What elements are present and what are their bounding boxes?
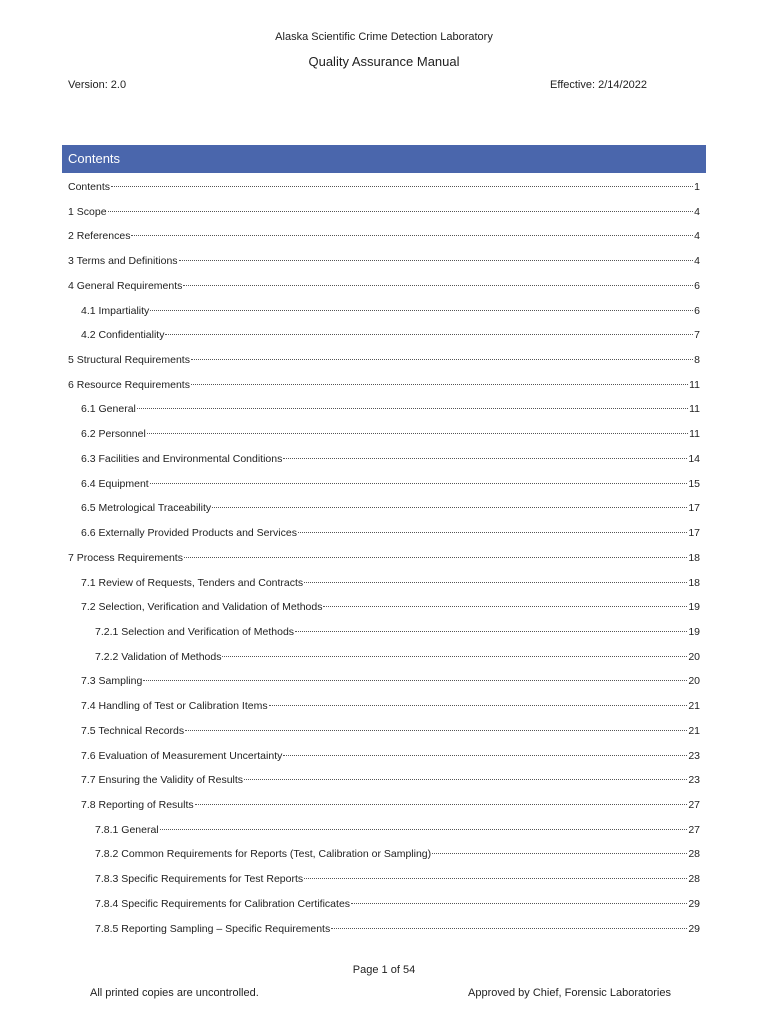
toc-dot-leader xyxy=(147,433,688,434)
toc-entry-page: 4 xyxy=(694,255,700,268)
toc-entry-label: 3 Terms and Definitions xyxy=(68,255,178,268)
toc-entry-page: 28 xyxy=(688,873,700,886)
toc-dot-leader xyxy=(131,235,693,236)
toc-entry-page: 23 xyxy=(688,749,700,762)
toc-entry[interactable] xyxy=(68,571,700,596)
toc-dot-leader xyxy=(111,186,693,187)
toc-entry[interactable] xyxy=(68,719,700,744)
toc-entry-label: 7.8.3 Specific Requirements for Test Reports xyxy=(95,873,304,886)
toc-entry[interactable] xyxy=(68,175,700,200)
contents-heading: Contents xyxy=(62,145,706,173)
toc-entry-label: 7.2 Selection, Verification and Validation of Methods xyxy=(81,601,323,614)
toc-dot-leader xyxy=(244,779,687,780)
toc-entry-page: 23 xyxy=(688,774,700,787)
toc-entry-label: 1 Scope xyxy=(68,205,107,218)
toc-entry[interactable] xyxy=(68,694,700,719)
toc-entry-page: 14 xyxy=(688,452,700,465)
toc-dot-leader xyxy=(108,211,694,212)
toc-dot-leader xyxy=(351,903,687,904)
toc-entry[interactable] xyxy=(68,892,700,917)
toc-dot-leader xyxy=(184,557,687,558)
toc-entry-label: 7.8 Reporting of Results xyxy=(81,798,194,811)
toc-dot-leader xyxy=(137,408,688,409)
page-number: Page 1 of 54 xyxy=(352,964,416,976)
toc-dot-leader xyxy=(269,705,688,706)
toc-entry[interactable] xyxy=(68,645,700,670)
toc-dot-leader xyxy=(331,928,687,929)
toc-entry-label: 5 Structural Requirements xyxy=(68,354,190,367)
toc-entry-page: 29 xyxy=(688,897,700,910)
toc-entry-label: 7.8.5 Reporting Sampling – Specific Requirements xyxy=(95,922,331,935)
toc-dot-leader xyxy=(150,310,693,311)
toc-entry-page: 18 xyxy=(688,551,700,564)
toc-dot-leader xyxy=(222,656,687,657)
toc-dot-leader xyxy=(295,631,687,632)
toc-entry-label: 7.2.2 Validation of Methods xyxy=(95,650,222,663)
toc-entry[interactable] xyxy=(68,299,700,324)
toc-dot-leader xyxy=(183,285,693,286)
toc-dot-leader xyxy=(283,755,687,756)
toc-dot-leader xyxy=(143,680,687,681)
toc-entry-label: 7.8.2 Common Requirements for Reports (Test, Calibration or Sampling) xyxy=(95,848,432,861)
toc-entry[interactable] xyxy=(68,422,700,447)
toc-entry-page: 28 xyxy=(688,848,700,861)
toc-dot-leader xyxy=(304,582,687,583)
toc-dot-leader xyxy=(304,878,687,879)
toc-dot-leader xyxy=(195,804,688,805)
toc-entry-page: 1 xyxy=(694,181,700,193)
toc-entry-page: 11 xyxy=(689,403,700,416)
document-title: Quality Assurance Manual xyxy=(308,54,460,69)
toc-entry[interactable] xyxy=(68,249,700,274)
toc-entry[interactable] xyxy=(68,274,700,299)
toc-entry-label: 7.4 Handling of Test or Calibration Items xyxy=(81,700,268,713)
toc-entry[interactable] xyxy=(68,620,700,645)
toc-entry-page: 27 xyxy=(688,823,700,836)
toc-entry-page: 27 xyxy=(688,798,700,811)
toc-dot-leader xyxy=(150,483,688,484)
toc-entry[interactable] xyxy=(68,323,700,348)
toc-entry-label: 7.7 Ensuring the Validity of Results xyxy=(81,774,244,787)
toc-entry[interactable] xyxy=(68,496,700,521)
toc-entry[interactable] xyxy=(68,521,700,546)
effective-date-label: Effective: 2/14/2022 xyxy=(550,79,648,91)
approval-notice: Approved by Chief, Forensic Laboratories xyxy=(468,987,671,999)
toc-entry-page: 21 xyxy=(688,724,700,737)
toc-entry[interactable] xyxy=(68,917,700,942)
toc-entry[interactable] xyxy=(68,793,700,818)
toc-entry[interactable] xyxy=(68,669,700,694)
toc-entry[interactable] xyxy=(68,472,700,497)
toc-entry[interactable] xyxy=(68,373,700,398)
toc-dot-leader xyxy=(185,730,687,731)
toc-entry-page: 6 xyxy=(694,304,700,317)
toc-entry-page: 11 xyxy=(689,378,700,391)
toc-entry-label: 7 Process Requirements xyxy=(68,551,183,564)
toc-entry[interactable] xyxy=(68,867,700,892)
toc-entry-page: 8 xyxy=(694,354,700,367)
toc-entry[interactable] xyxy=(68,546,700,571)
toc-entry-label: 4.2 Confidentiality xyxy=(81,329,165,342)
toc-entry-label: 7.2.1 Selection and Verification of Methods xyxy=(95,625,295,638)
table-of-contents xyxy=(68,175,700,941)
toc-entry[interactable] xyxy=(68,200,700,225)
toc-entry[interactable] xyxy=(68,397,700,422)
toc-entry-label: 6.3 Facilities and Environmental Conditions xyxy=(81,452,283,465)
toc-dot-leader xyxy=(298,532,687,533)
toc-entry-label: Contents xyxy=(68,181,111,193)
toc-entry-page: 7 xyxy=(694,329,700,342)
toc-entry-page: 19 xyxy=(688,625,700,638)
toc-entry-page: 18 xyxy=(688,576,700,589)
toc-entry[interactable] xyxy=(68,224,700,249)
toc-entry[interactable] xyxy=(68,595,700,620)
toc-entry-page: 6 xyxy=(694,279,700,292)
toc-entry-page: 29 xyxy=(688,922,700,935)
toc-entry-page: 20 xyxy=(688,650,700,663)
toc-entry-page: 11 xyxy=(689,428,700,441)
version-label: Version: 2.0 xyxy=(68,79,127,91)
toc-entry[interactable] xyxy=(68,447,700,472)
toc-entry-label: 4.1 Impartiality xyxy=(81,304,150,317)
lab-name: Alaska Scientific Crime Detection Laboratory xyxy=(275,31,493,43)
toc-dot-leader xyxy=(323,606,687,607)
toc-entry-label: 7.5 Technical Records xyxy=(81,724,185,737)
toc-entry-label: 7.3 Sampling xyxy=(81,675,143,688)
toc-dot-leader xyxy=(432,853,687,854)
toc-entry[interactable] xyxy=(68,348,700,373)
toc-dot-leader xyxy=(165,334,693,335)
toc-entry-page: 15 xyxy=(688,477,700,490)
toc-entry-label: 6 Resource Requirements xyxy=(68,378,190,391)
toc-entry-label: 7.8.4 Specific Requirements for Calibration Certificates xyxy=(95,897,351,910)
toc-entry-page: 19 xyxy=(688,601,700,614)
toc-entry-label: 4 General Requirements xyxy=(68,279,183,292)
toc-dot-leader xyxy=(191,384,688,385)
toc-entry-page: 4 xyxy=(694,205,700,218)
toc-entry-page: 17 xyxy=(688,502,700,515)
toc-entry-label: 2 References xyxy=(68,230,131,243)
toc-entry-label: 7.1 Review of Requests, Tenders and Contracts xyxy=(81,576,304,589)
toc-dot-leader xyxy=(160,829,688,830)
toc-dot-leader xyxy=(191,359,693,360)
toc-entry-label: 6.2 Personnel xyxy=(81,428,146,441)
toc-entry[interactable] xyxy=(68,768,700,793)
uncontrolled-copy-notice: All printed copies are uncontrolled. xyxy=(90,987,259,999)
toc-entry[interactable] xyxy=(68,842,700,867)
toc-entry-label: 7.8.1 General xyxy=(95,823,159,836)
toc-entry-label: 6.6 Externally Provided Products and Services xyxy=(81,527,297,540)
toc-dot-leader xyxy=(283,458,687,459)
toc-entry-page: 4 xyxy=(694,230,700,243)
toc-entry-label: 6.4 Equipment xyxy=(81,477,149,490)
toc-entry[interactable] xyxy=(68,744,700,769)
toc-entry[interactable] xyxy=(68,818,700,843)
toc-entry-label: 7.6 Evaluation of Measurement Uncertainty xyxy=(81,749,283,762)
toc-entry-label: 6.1 General xyxy=(81,403,136,416)
toc-dot-leader xyxy=(212,507,687,508)
toc-entry-label: 6.5 Metrological Traceability xyxy=(81,502,212,515)
toc-entry-page: 17 xyxy=(688,527,700,540)
toc-entry-page: 20 xyxy=(688,675,700,688)
toc-entry-page: 21 xyxy=(688,700,700,713)
toc-dot-leader xyxy=(179,260,694,261)
